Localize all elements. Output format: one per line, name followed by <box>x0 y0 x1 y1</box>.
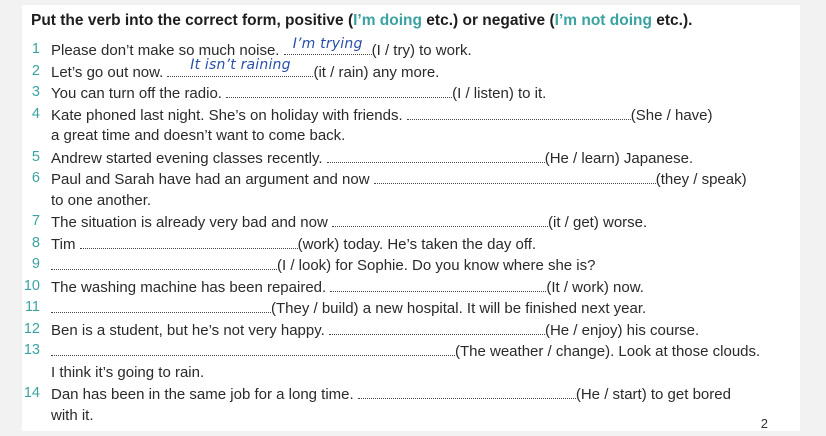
exercise-item-9 <box>22 254 800 276</box>
exercise-item-5 <box>22 147 800 169</box>
item-continuation: I think it’s going to rain. <box>51 363 205 381</box>
item-text-after: (I / look) for Sophie. Do you know where she is? <box>277 257 596 274</box>
item-number: 3 <box>31 84 40 100</box>
item-number: 14 <box>23 385 40 401</box>
answer-blank[interactable] <box>358 383 576 399</box>
exercise-item-14 <box>22 383 800 405</box>
exercise-item-10 <box>22 276 800 298</box>
answer-blank[interactable] <box>330 276 546 292</box>
item-text-before: Andrew started evening classes recently. <box>51 149 327 167</box>
item-text-after: (He / learn) Japanese. <box>544 149 694 167</box>
item-text-before: Kate phoned last night. She’s on holiday with friends. <box>51 106 407 124</box>
item-number: 6 <box>31 170 40 186</box>
item-number: 4 <box>31 105 40 122</box>
item-continuation: with it. <box>51 406 94 424</box>
item-text-after: (He / start) to get bored <box>575 386 731 403</box>
item-number: 8 <box>31 234 40 251</box>
page-corner-mark: 2 <box>760 416 768 431</box>
item-number: 11 <box>24 299 40 315</box>
item-number: 9 <box>31 256 40 272</box>
exercise-item-4-continued <box>22 125 800 147</box>
item-text-before: Ben is a student, but he’s not very happy. <box>51 321 329 339</box>
item-text-after: (they / speak) <box>655 171 747 188</box>
item-text-after: (I / try) to work. <box>371 42 472 59</box>
answer-blank[interactable] <box>329 319 545 335</box>
item-text-before: Let’s go out now. <box>51 63 168 81</box>
item-number: 1 <box>31 41 40 57</box>
item-text-before: Paul and Sarah have had an argument and now <box>51 171 374 188</box>
exercise-item-6-continued <box>22 190 800 212</box>
instruction-pre: Put the verb into the correct form, positive ( <box>31 12 354 29</box>
exercise-item-12 <box>22 319 800 341</box>
exercise-list <box>22 35 800 426</box>
item-text-before: Tim <box>51 235 80 253</box>
item-text-after: (it / get) worse. <box>548 214 648 231</box>
positive-example: I’m doing <box>353 12 422 29</box>
item-text-after: (She / have) <box>630 106 713 124</box>
answer-blank[interactable] <box>284 35 372 55</box>
item-number: 12 <box>23 320 40 337</box>
answer-blank[interactable] <box>407 104 631 120</box>
item-continuation: a great time and doesn’t want to come back. <box>51 127 346 144</box>
exercise-item-3 <box>22 82 800 104</box>
answer-blank[interactable] <box>167 57 313 77</box>
item-number: 7 <box>31 213 40 229</box>
answer-blank[interactable] <box>226 82 452 98</box>
item-text-after: (It / work) now. <box>546 278 644 296</box>
answer-blank[interactable] <box>80 233 298 249</box>
exercise-item-2 <box>22 57 800 83</box>
item-text-before: Dan has been in the same job for a long time. <box>51 386 358 403</box>
item-number: 13 <box>23 342 40 358</box>
item-text-before: You can turn off the radio. <box>51 85 227 102</box>
exercise-item-11 <box>22 297 800 319</box>
answer-blank[interactable] <box>374 168 656 184</box>
answer-blank[interactable] <box>332 211 548 227</box>
exercise-item-13 <box>22 340 800 362</box>
item-number: 2 <box>31 62 40 79</box>
item-text-after: (I / listen) to it. <box>452 85 547 102</box>
item-continuation: to one another. <box>51 191 152 209</box>
item-text-after: (it / rain) any more. <box>313 63 440 81</box>
negative-example: I’m not doing <box>554 12 652 29</box>
item-text-before: The situation is already very bad and now <box>51 214 332 231</box>
item-text-before: The washing machine has been repaired. <box>51 278 331 296</box>
item-text-after: (The weather / change). Look at those clouds. <box>455 343 761 360</box>
exercise-item-7 <box>22 211 800 233</box>
item-number: 5 <box>31 148 40 165</box>
instruction-post: etc.). <box>651 12 693 29</box>
item-text-before: Please don’t make so much noise. <box>51 42 284 59</box>
exercise-item-8 <box>22 233 800 255</box>
exercise-item-13-continued <box>22 362 800 384</box>
instruction-heading <box>31 12 692 30</box>
handwritten-answer: I’m trying <box>292 35 363 52</box>
exercise-item-6 <box>22 168 800 190</box>
instruction-mid: etc.) or negative ( <box>422 12 555 29</box>
exercise-item-14-continued <box>22 405 800 427</box>
answer-blank[interactable] <box>327 147 545 163</box>
answer-blank[interactable] <box>51 340 455 356</box>
item-number: 10 <box>23 277 40 294</box>
item-text-after: (They / build) a new hospital. It will be finished next year. <box>271 300 647 317</box>
item-text-after: (He / enjoy) his course. <box>544 321 700 339</box>
exercise-page <box>22 5 800 431</box>
exercise-item-4 <box>22 104 800 126</box>
item-text-after: (work) today. He’s taken the day off. <box>297 235 537 253</box>
answer-blank[interactable] <box>51 297 271 313</box>
handwritten-answer: It isn’t raining <box>190 57 291 73</box>
exercise-item-1 <box>22 35 800 61</box>
answer-blank[interactable] <box>51 254 277 270</box>
